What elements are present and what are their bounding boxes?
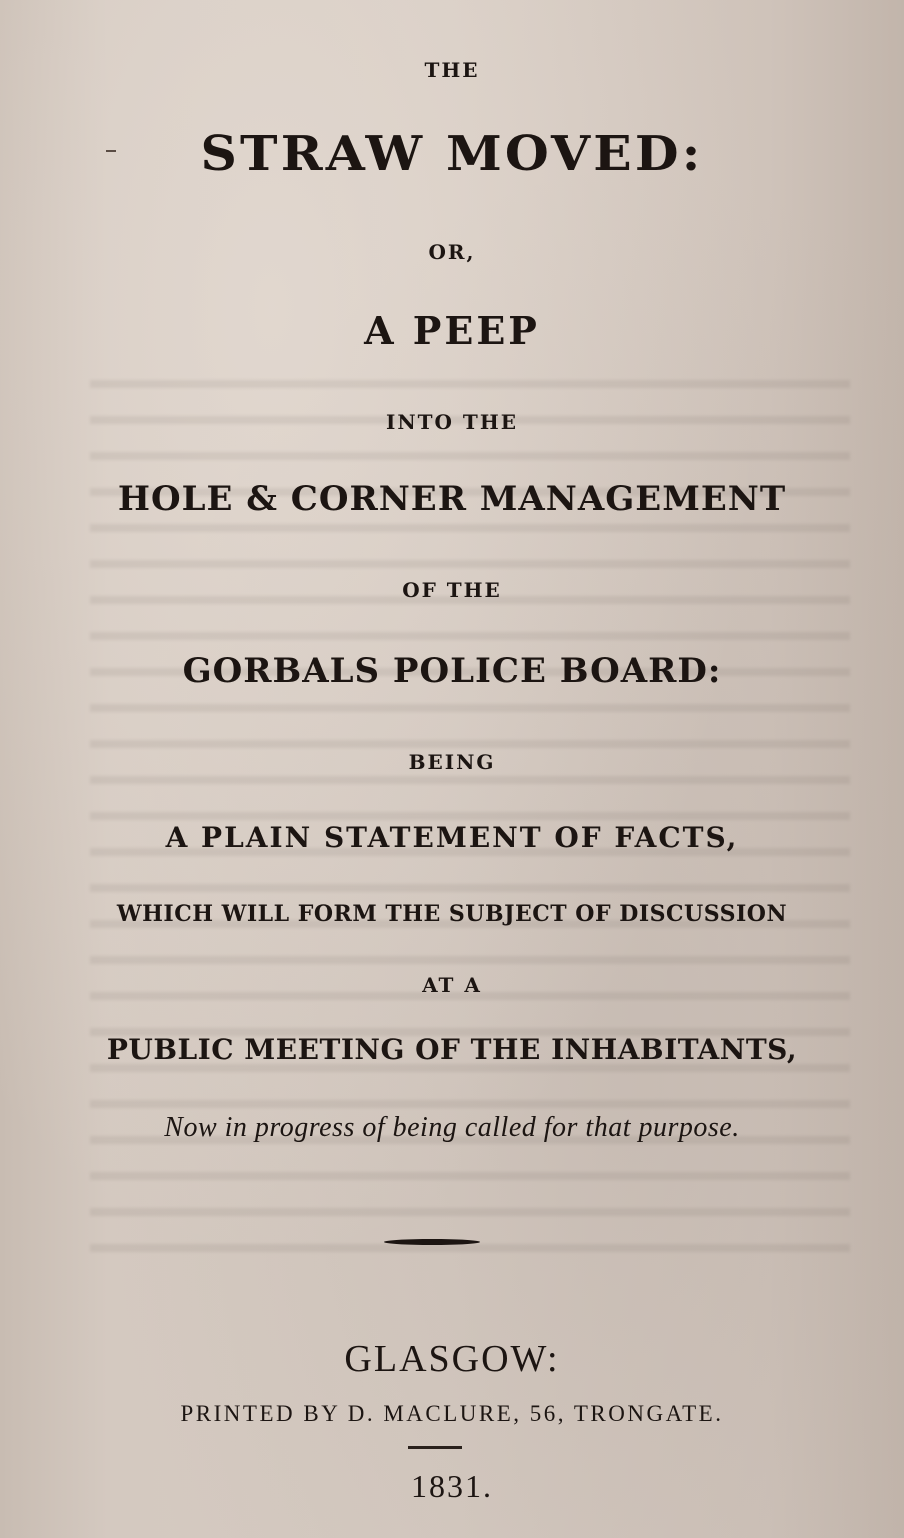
public-meeting-line: PUBLIC MEETING OF THE INHABITANTS, <box>106 1033 798 1066</box>
being-line: BEING <box>408 750 496 774</box>
at-a-line: AT A <box>422 973 482 997</box>
statement-line: A PLAIN STATEMENT OF FACTS, <box>165 821 739 854</box>
progress-line: Now in progress of being called for that purpose. <box>164 1112 740 1143</box>
police-board-line: GORBALS POLICE BOARD: <box>182 651 722 691</box>
into-the-line: INTO THE <box>386 410 518 434</box>
subtitle-peep: A PEEP <box>364 308 540 353</box>
imprint-rule <box>408 1446 462 1449</box>
subject-line: WHICH WILL FORM THE SUBJECT OF DISCUSSION <box>116 901 788 927</box>
main-title: STRAW MOVED: <box>200 126 704 182</box>
imprint-printer: PRINTED BY D. MACLURE, 56, TRONGATE. <box>180 1401 724 1426</box>
ornamental-rule <box>384 1239 480 1245</box>
or-line: OR, <box>428 240 476 264</box>
of-the-line: OF THE <box>402 578 502 602</box>
imprint-year: 1831. <box>411 1468 493 1504</box>
article-the: THE <box>424 58 480 82</box>
hole-corner-line: HOLE & CORNER MANAGEMENT <box>117 479 787 519</box>
imprint-city: GLASGOW: <box>344 1338 560 1380</box>
